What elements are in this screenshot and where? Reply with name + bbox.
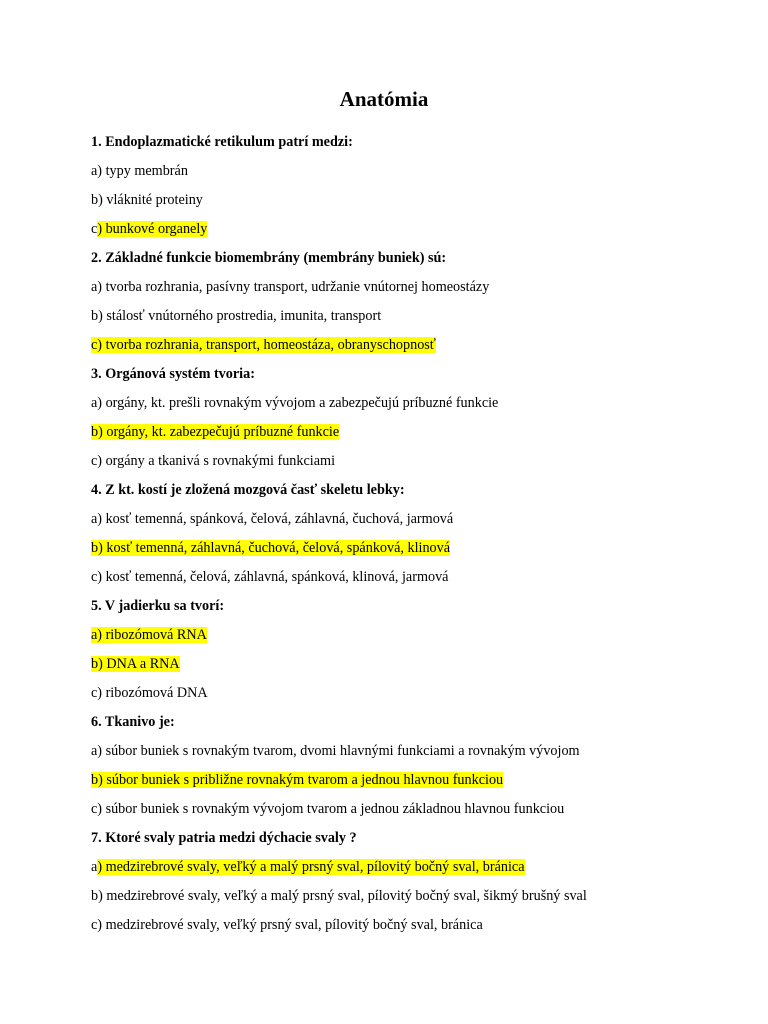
page-title: Anatómia xyxy=(339,87,429,111)
question-1: 1. Endoplazmatické retikulum patrí medzi: xyxy=(91,134,353,150)
answer-prefix: a xyxy=(91,859,98,875)
answer-text: c) medzirebrové svaly, veľký prsný sval, pílovitý bočný sval, bránica xyxy=(91,917,483,933)
answer-1-c xyxy=(91,220,207,238)
answer-text: b) vláknité proteiny xyxy=(91,192,203,208)
answer-6-b xyxy=(91,771,503,789)
answer-7-c xyxy=(91,916,483,934)
answer-4-c xyxy=(91,568,448,586)
answer-text: a) tvorba rozhrania, pasívny transport, udržanie vnútornej homeostázy xyxy=(91,279,490,295)
answer-text: c) ribozómová DNA xyxy=(91,685,208,701)
answer-4-b xyxy=(91,539,450,557)
answer-2-c xyxy=(91,336,436,354)
answer-2-b xyxy=(91,307,381,325)
answer-6-a xyxy=(91,742,580,760)
answer-1-a xyxy=(91,162,188,180)
question-3: 3. Orgánová systém tvoria: xyxy=(91,366,255,382)
answer-text: a) typy membrán xyxy=(91,163,188,179)
question-4: 4. Z kt. kostí je zložená mozgová časť skeletu lebky: xyxy=(91,482,405,498)
answer-text-highlighted: b) DNA a RNA xyxy=(91,656,180,672)
answer-6-c xyxy=(91,800,564,818)
answer-text: a) súbor buniek s rovnakým tvarom, dvomi hlavnými funkciami a rovnakým vývojom xyxy=(91,743,580,759)
answer-text: a) kosť temenná, spánková, čelová, záhlavná, čuchová, jarmová xyxy=(91,511,454,527)
answer-3-c xyxy=(91,452,335,470)
answer-text: c) orgány a tkanivá s rovnakými funkciami xyxy=(91,453,336,469)
answer-text: b) stálosť vnútorného prostredia, imunita, transport xyxy=(91,308,382,324)
question-6: 6. Tkanivo je: xyxy=(91,714,175,730)
answer-text-highlighted: c) tvorba rozhrania, transport, homeostáza, obranyschopnosť xyxy=(91,337,436,353)
answer-text-highlighted: a) ribozómová RNA xyxy=(91,627,207,643)
answer-3-b xyxy=(91,423,339,441)
answer-5-b xyxy=(91,655,180,673)
question-7: 7. Ktoré svaly patria medzi dýchacie svaly ? xyxy=(91,830,357,846)
answer-7-a xyxy=(91,858,525,876)
answer-2-a xyxy=(91,278,489,296)
answer-3-a xyxy=(91,394,498,412)
answer-text-highlighted: ) medzirebrové svaly, veľký a malý prsný sval, pílovitý bočný sval, bránica xyxy=(97,859,525,875)
answer-7-b xyxy=(91,887,587,905)
answer-text-highlighted: ) bunkové organely xyxy=(97,221,208,237)
answer-1-b xyxy=(91,191,203,209)
answer-4-a xyxy=(91,510,453,528)
answer-text: a) orgány, kt. prešli rovnakým vývojom a zabezpečujú príbuzné funkcie xyxy=(91,395,499,411)
answer-text-highlighted: b) orgány, kt. zabezpečujú príbuzné funkcie xyxy=(91,424,340,440)
answer-text-highlighted: b) súbor buniek s približne rovnakým tvarom a jednou hlavnou funkciou xyxy=(91,772,504,788)
answer-prefix: c xyxy=(91,221,98,237)
question-2: 2. Základné funkcie biomembrány (membrány buniek) sú: xyxy=(91,250,447,266)
answer-text: b) medzirebrové svaly, veľký a malý prsný sval, pílovitý bočný sval, šikmý brušný sval xyxy=(91,888,587,904)
answer-5-c xyxy=(91,684,208,702)
answer-text: c) kosť temenná, čelová, záhlavná, spánková, klinová, jarmová xyxy=(91,569,449,585)
answer-5-a xyxy=(91,626,207,644)
answer-text-highlighted: b) kosť temenná, záhlavná, čuchová, čelová, spánková, klinová xyxy=(91,540,451,556)
answer-text: c) súbor buniek s rovnakým vývojom tvarom a jednou základnou hlavnou funkciou xyxy=(91,801,565,817)
question-5: 5. V jadierku sa tvorí: xyxy=(91,598,225,614)
